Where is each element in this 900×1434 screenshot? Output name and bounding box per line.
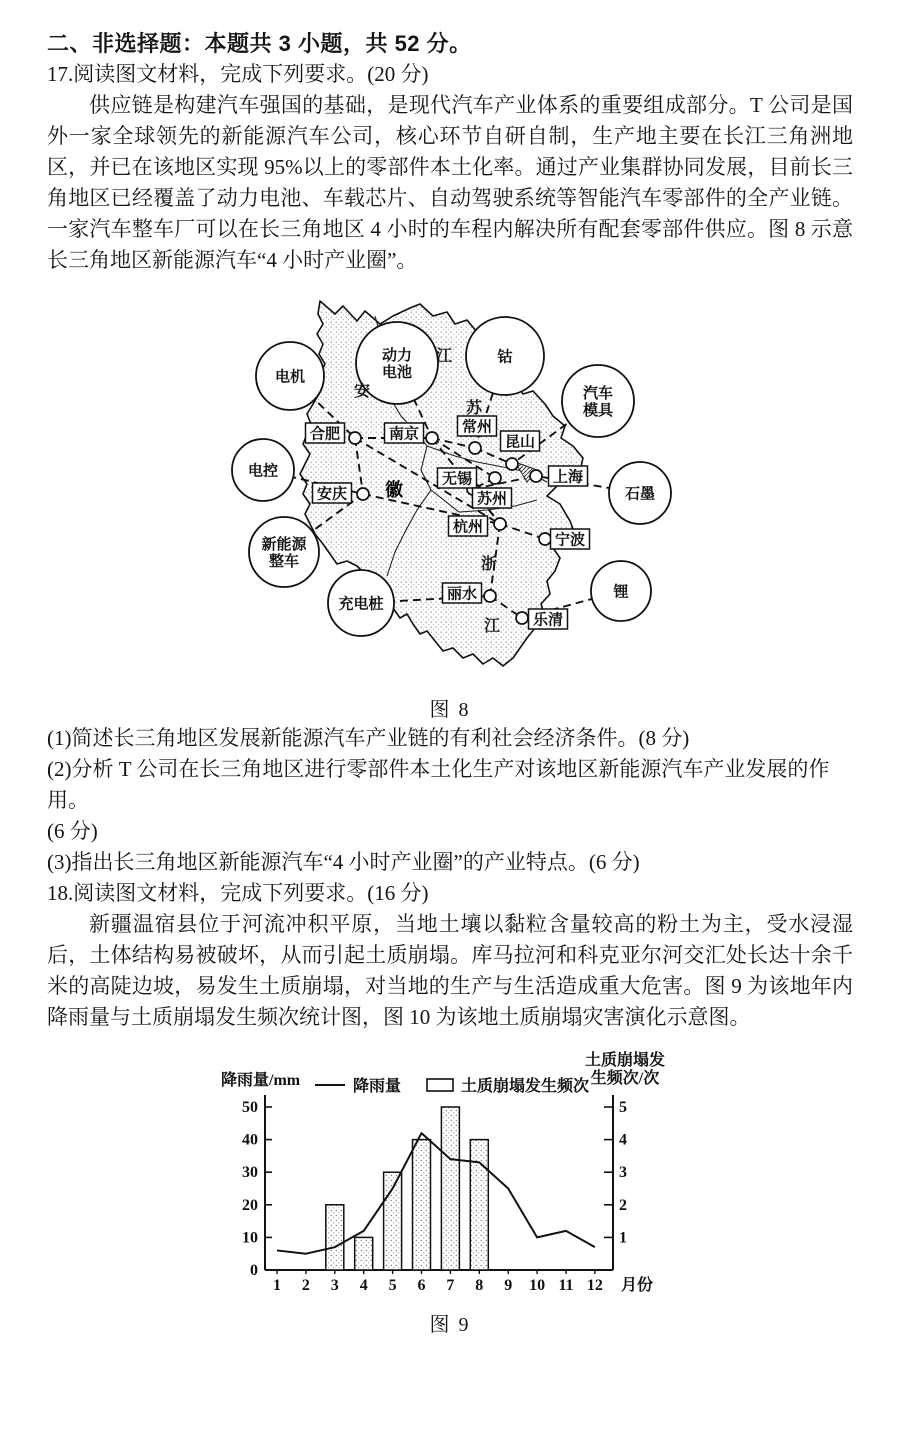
legend-bar-symbol	[427, 1079, 453, 1091]
city-name: 上海	[552, 469, 584, 486]
x-tick-label: 9	[504, 1277, 513, 1294]
supply-node	[328, 570, 394, 636]
left-tick-label: 20	[242, 1196, 258, 1214]
city-dot	[489, 472, 501, 484]
city-label	[385, 423, 424, 443]
right-tick-label: 2	[619, 1196, 627, 1214]
supply-node	[256, 342, 324, 410]
legend-line-label: 降雨量	[353, 1078, 402, 1095]
city-label	[438, 468, 477, 488]
city-name: 乐清	[532, 612, 564, 629]
city-name: 苏州	[476, 491, 508, 508]
supply-node-label: 充电桩	[338, 596, 384, 613]
supply-node	[591, 561, 651, 621]
supply-node-label: 新能源	[261, 537, 307, 553]
province-char: 徽	[385, 480, 403, 500]
figure8-caption: 图 8	[429, 699, 471, 721]
figure9	[47, 1049, 853, 1338]
figure8	[47, 286, 853, 723]
supply-node-label: 整车	[268, 554, 300, 570]
city-dot	[530, 470, 542, 482]
right-tick-label: 5	[619, 1099, 627, 1116]
city-label	[313, 483, 352, 503]
city-label	[306, 423, 345, 443]
left-axis-title: 降雨量/mm	[221, 1072, 301, 1089]
right-tick-label: 1	[619, 1229, 627, 1247]
q17-sub1: (1)简述长三角地区发展新能源汽车产业链的有利社会经济条件。(8 分)	[47, 726, 690, 750]
q17-heading: 17.阅读图文材料，完成下列要求。(20 分)	[47, 62, 429, 86]
frequency-bar	[413, 1140, 431, 1270]
frequency-bar	[470, 1140, 488, 1270]
x-tick-label: 8	[475, 1277, 484, 1294]
supply-node-label: 动力	[381, 348, 413, 364]
city-name: 昆山	[504, 434, 536, 451]
x-tick-label: 7	[446, 1277, 455, 1294]
province-char: 浙	[480, 556, 498, 573]
left-tick-label: 40	[242, 1131, 258, 1149]
supply-node	[232, 439, 294, 501]
legend-bar-label: 土质崩塌发生频次	[461, 1078, 590, 1095]
supply-node-label: 电机	[274, 369, 306, 386]
supply-node	[562, 365, 634, 437]
supply-node	[466, 317, 544, 395]
right-tick-label: 3	[619, 1164, 627, 1182]
left-tick-label: 10	[242, 1229, 258, 1247]
city-label	[501, 431, 540, 451]
province-char: 苏	[465, 400, 483, 417]
x-tick-label: 6	[417, 1277, 426, 1294]
right-tick-label: 4	[619, 1131, 627, 1149]
section-header: 二、非选择题：本题共 3 小题，共 52 分。	[47, 31, 472, 56]
city-name: 丽水	[446, 586, 478, 603]
yangtze-delta-supply-map	[215, 286, 685, 686]
q18-heading: 18.阅读图文材料，完成下列要求。(16 分)	[47, 881, 429, 905]
city-label	[449, 516, 488, 536]
frequency-bar	[355, 1237, 373, 1270]
supply-node-label: 钴	[497, 349, 513, 366]
supply-node-label: 石墨	[624, 486, 656, 503]
x-tick-label: 3	[330, 1277, 339, 1294]
supply-node-label: 汽车	[582, 386, 614, 402]
frequency-bar	[441, 1107, 459, 1270]
city-dot	[357, 488, 369, 500]
right-axis-title: 生频次/次	[590, 1070, 660, 1087]
rainfall-line	[277, 1133, 595, 1254]
supply-node-label: 电控	[247, 463, 279, 480]
q17-sub2-line2: 用。	[47, 788, 89, 812]
frequency-bar	[326, 1205, 344, 1270]
x-tick-label: 4	[359, 1277, 368, 1294]
city-name: 常州	[461, 419, 493, 436]
city-dot	[506, 458, 518, 470]
x-tick-label: 2	[301, 1277, 310, 1294]
x-tick-label: 5	[388, 1277, 397, 1294]
q17-sub2-line1: (2)分析 T 公司在长三角地区进行零部件本土化生产对该地区新能源汽车产业发展的作	[47, 757, 830, 781]
left-tick-label: 30	[242, 1164, 258, 1182]
city-dot	[484, 590, 496, 602]
left-tick-label: 0	[250, 1262, 258, 1279]
city-dot	[469, 442, 481, 454]
supply-node	[609, 462, 671, 524]
supply-node-label: 电池	[381, 365, 413, 381]
rainfall-collapse-chart	[215, 1049, 685, 1299]
city-label	[473, 488, 512, 508]
city-dot	[516, 612, 528, 624]
city-label	[551, 529, 590, 549]
province-char: 安	[353, 383, 371, 400]
x-tick-label: 11	[558, 1277, 574, 1294]
x-axis-title: 月份	[621, 1277, 654, 1294]
q18-intro: 新疆温宿县位于河流冲积平原，当地土壤以黏粒含量较高的粉土为主，受水浸湿后，土体结构易被破坏，从而引起土质崩塌。库马拉河和科克亚尔河交汇处长达十余千米的高陡边坡，易发生土质崩塌，对当地的生产与生活造成重大危害。图 9 为该地年内降雨量与土质崩塌发生频次统计图，图 10 为该地土质崩塌灾害演化示意图。	[47, 912, 853, 1029]
city-name: 杭州	[452, 519, 484, 536]
city-name: 合肥	[309, 426, 341, 443]
figure9-caption: 图 9	[429, 1314, 471, 1336]
province-char: 江	[483, 618, 501, 635]
supply-node	[249, 517, 319, 587]
x-tick-label: 1	[273, 1277, 281, 1294]
province-char: 江	[435, 348, 453, 365]
city-label	[529, 609, 568, 629]
q17-sub3: (3)指出长三角地区新能源汽车“4 小时产业圈”的产业特点。(6 分)	[47, 850, 640, 874]
right-axis-title: 土质崩塌发	[584, 1052, 666, 1069]
city-dot	[539, 533, 551, 545]
city-dot	[349, 432, 361, 444]
supply-node-label: 模具	[582, 403, 614, 419]
city-name: 南京	[388, 426, 420, 443]
city-name: 无锡	[441, 471, 473, 488]
city-name: 安庆	[316, 486, 348, 503]
city-label	[443, 583, 482, 603]
city-label	[549, 466, 588, 486]
city-dot	[426, 432, 438, 444]
left-tick-label: 50	[242, 1099, 258, 1116]
x-tick-label: 10	[529, 1277, 546, 1294]
q17-intro: 供应链是构建汽车强国的基础，是现代汽车产业体系的重要组成部分。T 公司是国外一家全球领先的新能源汽车公司，核心环节自研自制，生产地主要在长江三角洲地区，并已在该地区实现 95%以上的零部件本土化率。通过产业集群协同发展，目前长三角地区已经覆盖了动力电池、车载芯片、自动驾驶系统等智能汽车零部件的全产业链。一家汽车整车厂可以在长三角地区 4 小时的车程内解决所有配套零部件供应。图 8 示意长三角地区新能源汽车“4 小时产业圈”。	[47, 93, 853, 272]
q17-sub2-line3: (6 分)	[47, 819, 98, 843]
city-dot	[494, 518, 506, 530]
city-name: 宁波	[554, 532, 586, 549]
city-label	[458, 416, 497, 436]
x-tick-label: 12	[586, 1277, 603, 1294]
supply-node-label: 锂	[613, 584, 629, 601]
